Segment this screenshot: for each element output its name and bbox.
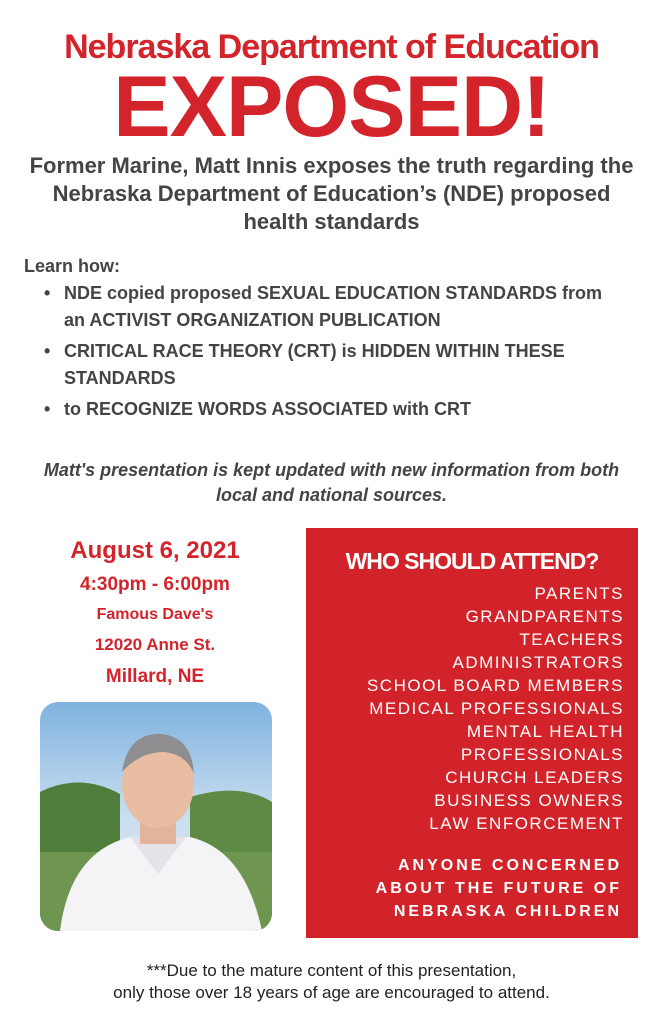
event-city: Millard, NE — [105, 666, 205, 687]
audience-item: ADMINISTRATORS — [452, 653, 624, 672]
subheading: Former Marine, Matt Innis exposes the truth regarding the Nebraska Department of Education’s (NDE) proposed health standards — [29, 153, 634, 234]
who-should-attend-title: WHO SHOULD ATTEND? — [345, 548, 599, 574]
learn-how-label: Learn how: — [24, 256, 121, 276]
who-should-attend-panel — [306, 528, 638, 938]
presentation-note: Matt's presentation is kept updated with new information from both local and national sources. — [43, 460, 620, 505]
learn-bullet-list — [44, 280, 604, 427]
anyone-concerned-text — [376, 854, 622, 923]
audience-item: MENTAL HEALTH — [466, 722, 624, 741]
audience-item: PROFESSIONALS — [460, 745, 624, 764]
bullet-icon: • — [44, 283, 51, 303]
disclaimer-line: only those over 18 years of age are encouraged to attend. — [113, 983, 550, 1002]
event-time: 4:30pm - 6:00pm — [80, 574, 230, 595]
event-date: August 6, 2021 — [70, 537, 240, 564]
anyone-line: NEBRASKA CHILDREN — [393, 903, 622, 920]
audience-item: PARENTS — [534, 584, 624, 603]
bullet-item — [44, 280, 604, 334]
bullet-item — [44, 396, 604, 423]
speaker-photo — [40, 702, 272, 931]
audience-item: TEACHERS — [519, 630, 624, 649]
audience-item: LAW ENFORCEMENT — [429, 814, 624, 833]
audience-item: CHURCH LEADERS — [445, 768, 624, 787]
event-street: 12020 Anne St. — [94, 635, 216, 654]
anyone-line: ABOUT THE FUTURE OF — [375, 880, 622, 897]
bullet-text: to RECOGNIZE WORDS ASSOCIATED with CRT — [64, 399, 471, 419]
audience-item: BUSINESS OWNERS — [434, 791, 624, 810]
audience-item: MEDICAL PROFESSIONALS — [369, 699, 624, 718]
event-venue: Famous Dave's — [96, 606, 214, 623]
anyone-line: ANYONE CONCERNED — [397, 857, 622, 874]
department-title: Nebraska Department of Education — [64, 28, 599, 66]
event-details — [20, 536, 290, 694]
bullet-text: NDE copied proposed SEXUAL EDUCATION STANDARDS from an ACTIVIST ORGANIZATION PUBLICATION — [64, 283, 603, 330]
age-disclaimer — [0, 960, 663, 1004]
audience-item: GRANDPARENTS — [465, 607, 624, 626]
bullet-item — [44, 338, 604, 392]
disclaimer-line: ***Due to the mature content of this presentation, — [146, 961, 517, 980]
bullet-icon: • — [44, 341, 51, 361]
bullet-icon: • — [44, 399, 51, 419]
bullet-text: CRITICAL RACE THEORY (CRT) is HIDDEN WITHIN THESE STANDARDS — [64, 341, 565, 388]
audience-item: SCHOOL BOARD MEMBERS — [366, 676, 624, 695]
audience-list — [367, 582, 624, 835]
headline: EXPOSED! — [113, 59, 550, 155]
